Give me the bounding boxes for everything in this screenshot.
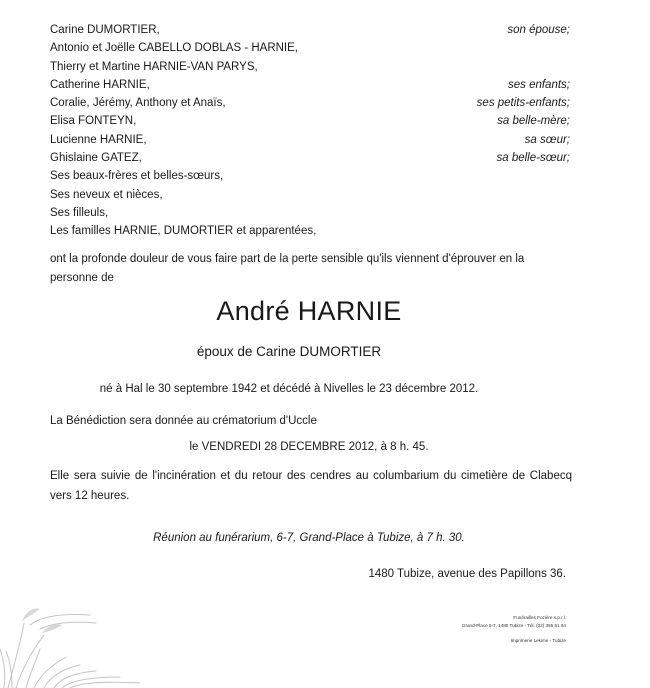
birth-death-dates: né à Hal le 30 septembre 1942 et décédé à Nivelles le 23 décembre 2012. — [99, 383, 479, 395]
family-name: Catherine HARNIE, — [50, 78, 150, 91]
family-relation: sa belle-sœur; — [496, 152, 570, 165]
intro-text: ont la profonde douleur de vous faire part de la perte sensible qu'ils viennent d'éprouver en la personne de — [50, 253, 525, 284]
family-row — [50, 76, 570, 94]
family-relation: sa sœur; — [524, 133, 570, 146]
reunion-line: Réunion au funérarium, 6-7, Grand-Place à Tubize, à 7 h. 30. — [153, 532, 465, 544]
deceased-name: André HARNIE — [216, 296, 402, 326]
followup-text: Elle sera suivie de l'incinération et du retour des cendres au columbarium du cimetière de Clabecq vers 12 heures. — [50, 470, 572, 502]
family-name: Carine DUMORTIER, — [50, 24, 160, 36]
family-row — [50, 204, 570, 222]
family-row — [50, 94, 570, 112]
grass-decoration-icon — [0, 565, 150, 688]
spouse-line: époux de Carine DUMORTIER — [196, 344, 382, 359]
family-relation: son épouse; — [507, 24, 570, 36]
family-name: Thierry et Martine HARNIE-VAN PARYS, — [50, 60, 258, 73]
funeral-home-info — [462, 614, 566, 629]
family-row — [50, 149, 570, 167]
blessing-line: La Bénédiction sera donnée au crématorium d'Uccle — [50, 415, 317, 427]
family-relation: ses petits-enfants; — [476, 97, 570, 110]
family-row — [50, 21, 570, 39]
family-name: Coralie, Jérémy, Anthony et Anaïs, — [50, 97, 226, 110]
family-row — [50, 39, 570, 57]
family-address: 1480 Tubize, avenue des Papillons 36. — [368, 568, 566, 580]
ceremony-datetime: le VENDREDI 28 DECEMBRE 2012, à 8 h. 45. — [189, 441, 429, 453]
family-name: Les familles HARNIE, DUMORTIER et apparentées, — [50, 225, 317, 238]
family-name: Elisa FONTEYN, — [50, 115, 137, 128]
family-name: Ses filleuls, — [50, 206, 109, 219]
family-name: Lucienne HARNIE, — [50, 133, 147, 146]
family-name: Ghislaine GATEZ, — [50, 152, 142, 165]
family-row — [50, 112, 570, 130]
family-list — [50, 21, 570, 241]
family-relation: sa belle-mère; — [497, 115, 570, 128]
funeral-home-address: Grand-Place 6-7, 1480 Tubize - Tél. (02) 355 51 94 — [461, 622, 566, 628]
family-name: Ses neveux et nièces, — [50, 188, 163, 201]
family-row — [50, 167, 570, 185]
family-row — [50, 186, 570, 204]
funeral-home-name: Funérailles Fozière s.p.r.l. — [513, 615, 566, 620]
printer-credit: Imprimerie Lekime - Tubize — [510, 638, 566, 643]
family-name: Antonio et Joëlle CABELLO DOBLAS - HARNIE, — [50, 42, 298, 55]
family-name: Ses beaux-frères et belles-sœurs, — [50, 170, 224, 183]
family-row — [50, 222, 570, 240]
family-row — [50, 58, 570, 76]
family-row — [50, 131, 570, 149]
family-relation: ses enfants; — [507, 78, 570, 91]
